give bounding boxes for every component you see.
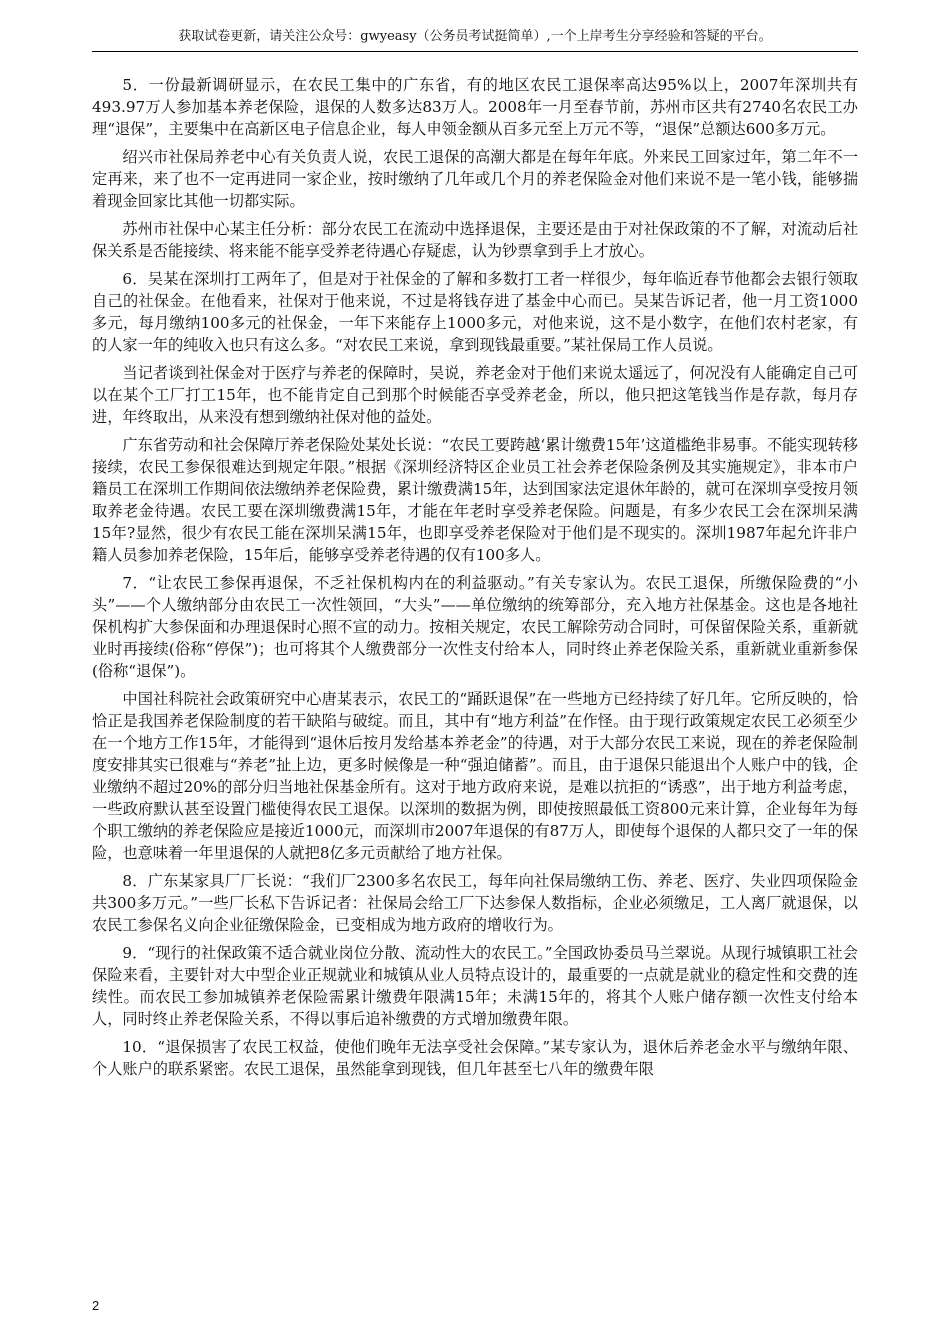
paragraph-cass: 中国社科院社会政策研究中心唐某表示，农民工的“踊跃退保”在一些地方已经持续了好几年。它所反映的，恰恰正是我国养老保险制度的若干缺陷与破绽。而且，其中有“地方利益”在作怪。由于现行政策规定农民工必须至少在一个地方工作15年，才能得到“退休后按月发给基本养老金”的待遇，对于大部分农民工来说，现在的养老保险制度安排其实已很难与“养老”扯上边，更多时候像是一种“强迫储蓄”。而且，由于退保只能退出个人账户中的钱，企业缴纳不超过20%的部分归当地社保基金所有。这对于地方政府来说，是难以抗拒的“诱惑”，出于地方利益考虑，一些政府默认甚至设置门槛使得农民工退保。以深圳的数据为例，即使按照最低工资800元来计算，企业每年为每个职工缴纳的养老保险应是接近1000元，而深圳市2007年退保的有87万人，即使每个退保的人都只交了一年的保险，也意味着一年里退保的人就把8亿多元贡献给了地方社保。 [92, 690, 858, 862]
paragraph-item-9: 9．“现行的社保政策不适合就业岗位分散、流动性大的农民工。”全国政协委员马兰翠说。从现行城镇职工社会保险来看，主要针对大中型企业正规就业和城镇从业人员特点设计的，最重要的一点就是就业的稳定性和交费的连续性。而农民工参加城镇养老保险需累计缴费年限满15年；未满15年的，将其个人账户储存额一次性支付给本人，同时终止养老保险关系，不得以事后追补缴费的方式增加缴费年限。 [92, 944, 858, 1028]
paragraph-item-6: 6．吴某在深圳打工两年了，但是对于社保金的了解和多数打工者一样很少，每年临近春节他都会去银行领取自己的社保金。在他看来，社保对于他来说，不过是将钱存进了基金中心而已。吴某告诉记者，他一月工资1000多元，每月缴纳100多元的社保金，一年下来能存上1000多元，对他来说，这不是小数字，在他们农村老家，有的人家一年的纯收入也只有这么多。“对农民工来说，拿到现钱最重要。”某社保局工作人员说。 [92, 270, 858, 354]
paragraph-reporter: 当记者谈到社保金对于医疗与养老的保障时，吴说，养老金对于他们来说太遥远了，何况没有人能确定自己可以在某个工厂打工15年，也不能肯定自己到那个时候能否享受养老金，所以，他只把这笔钱当作是存款，每月存进，年终取出，从来没有想到缴纳社保对他的益处。 [92, 364, 858, 426]
paragraph-suzhou: 苏州市社保中心某主任分析：部分农民工在流动中选择退保，主要还是由于对社保政策的不了解，对流动后社保关系是否能接续、将来能不能享受养老待遇心存疑虑，认为钞票拿到手上才放心。 [92, 220, 858, 260]
paragraph-item-8: 8．广东某家具厂厂长说：“我们厂2300多名农民工，每年向社保局缴纳工伤、养老、医疗、失业四项保险金共300多万元。”一些厂长私下告诉记者：社保局会给工厂下达参保人数指标，企业必须缴足，工人离厂就退保，以农民工参保名义向企业征缴保险金，已变相成为地方政府的增收行为。 [92, 872, 858, 934]
page-number: 2 [92, 1298, 100, 1313]
paragraph-guangdong: 广东省劳动和社会保障厅养老保险处某处长说：“农民工要跨越‘累计缴费15年’这道槛绝非易事。不能实现转移接续，农民工参保很难达到规定年限。”根据《深圳经济特区企业员工社会养老保险条例及其实施规定》，非本市户籍员工在深圳工作期间依法缴纳养老保险费，累计缴费满15年，达到国家法定退休年龄的，就可在深圳享受按月领取养老金待遇。农民工要在深圳缴费满15年，才能在年老时享受养老保险。问题是，有多少农民工会在深圳呆满15年?显然，很少有农民工能在深圳呆满15年，也即享受养老保险对于他们是不现实的。深圳1987年起允许非户籍人员参加养老保险，15年后，能够享受养老待遇的仅有100多人。 [92, 436, 858, 564]
paragraph-item-7: 7．“让农民工参保再退保，不乏社保机构内在的利益驱动。”有关专家认为。农民工退保，所缴保险费的“小头”——个人缴纳部分由农民工一次性领回，“大头”——单位缴纳的统筹部分，充入地方社保基金。这也是各地社保机构扩大参保面和办理退保时心照不宣的动力。按相关规定，农民工解除劳动合同时，可保留保险关系，重新就业时再接续(俗称“停保”)；也可将其个人缴费部分一次性支付给本人，同时终止养老保险关系，重新就业重新参保(俗称“退保”)。 [92, 574, 858, 680]
page-header: 获取试卷更新，请关注公众号：gwyeasy（公务员考试挺简单）,一个上岸考生分享经验和答疑的平台。 [92, 28, 858, 52]
paragraph-item-5: 5．一份最新调研显示，在农民工集中的广东省，有的地区农民工退保率高达95%以上，2007年深圳共有493.97万人参加基本养老保险，退保的人数多达83万人。2008年一月至春节前，苏州市区共有2740名农民工办理“退保”，主要集中在高新区电子信息企业，每人申领金额从百多元至上万元不等，“退保”总额达600多万元。 [92, 76, 858, 138]
paragraph-item-10: 10．“退保损害了农民工权益，使他们晚年无法享受社会保障。”某专家认为，退休后养老金水平与缴纳年限、个人账户的联系紧密。农民工退保，虽然能拿到现钱，但几年甚至七八年的缴费年限 [92, 1038, 858, 1078]
document-body [92, 74, 858, 1086]
paragraph-shaoxing: 绍兴市社保局养老中心有关负责人说，农民工退保的高潮大都是在每年年底。外来民工回家过年，第二年不一定再来，来了也不一定再进同一家企业，按时缴纳了几年或几个月的养老保险金对他们来说不是一笔小钱，能够揣着现金回家比其他一切都实际。 [92, 148, 858, 210]
